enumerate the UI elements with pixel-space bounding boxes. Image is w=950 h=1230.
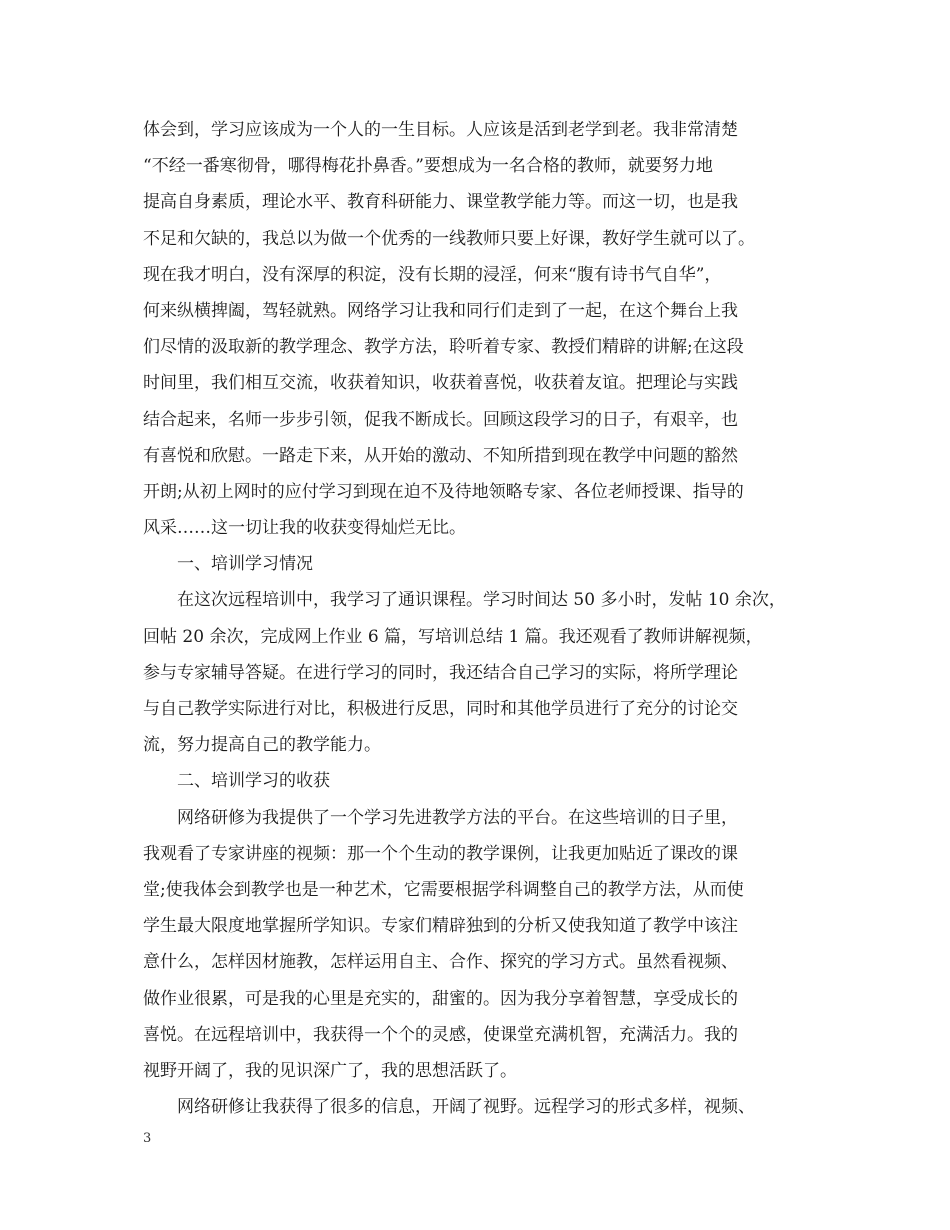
text-line: 体会到，学习应该成为一个人的一生目标。人应该是活到老学到老。我非常清楚 [143,120,738,140]
page-number: 3 [143,1131,152,1146]
text-line: 开朗;从初上网时的应付学习到现在迫不及待地领略专家、各位老师授课、指导的 [143,481,744,502]
text-line: 网络研修为我提供了一个学习先进教学方法的平台。在这些培训的日子里， [177,807,738,828]
text-line: 堂;使我体会到教学也是一种艺术，它需要根据学科调整自己的教学方法，从而使 [143,879,744,900]
text-line: 与自己教学实际进行对比，积极进行反思，同时和其他学员进行了充分的讨论交 [143,699,738,719]
text-line: 有喜悦和欣慰。一路走下来，从开始的激动、不知所措到现在教学中问题的豁然 [143,445,738,466]
text-line: 网络研修让我获得了很多的信息，开阔了视野。远程学习的形式多样，视频、 [177,1097,755,1118]
text-line: 参与专家辅导答疑。在进行学习的同时，我还结合自己学习的实际，将所学理论 [143,662,738,683]
text-line: 一、培训学习情况 [177,554,313,575]
text-line: 意什么，怎样因材施教，怎样运用自主、合作、探究的学习方式。虽然看视频、 [143,952,738,973]
text-line: “不经一番寒彻骨，哪得梅花扑鼻香。”要想成为一名合格的教师，就要努力地 [143,156,713,177]
text-line: 提高自身素质，理论水平、教育科研能力、课堂教学能力等。而这一切，也是我 [143,192,738,213]
text-line: 流，努力提高自己的教学能力。 [143,735,381,756]
text-line: 们尽情的汲取新的教学理念、教学方法，聆听着专家、教授们精辟的讲解;在这段 [143,337,744,358]
text-line: 二、培训学习的收获 [177,771,330,792]
text-line: 我观看了专家讲座的视频：那一个个生动的教学课例，让我更加贴近了课改的课 [143,843,738,864]
text-line: 风采……这一切让我的收获变得灿烂无比。 [143,518,466,539]
text-line: 时间里，我们相互交流，收获着知识，收获着喜悦，收获着友谊。把理论与实践 [143,373,738,394]
document-body [143,112,823,1125]
text-line: 做作业很累，可是我的心里是充实的，甜蜜的。因为我分享着智慧，享受成长的 [143,988,738,1009]
text-line: 不足和欠缺的，我总以为做一个优秀的一线教师只要上好课，教好学生就可以了。 [143,228,755,249]
text-line: 视野开阔了，我的见识深广了，我的思想活跃了。 [143,1060,517,1081]
text-line: 何来纵横捭阖，驾轻就熟。网络学习让我和同行们走到了一起，在这个舞台上我 [143,300,738,321]
text-line: 在这次远程培训中，我学习了通识课程。学习时间达 50 多小时，发帖 10 余次， [177,590,786,611]
text-line: 喜悦。在远程培训中，我获得一个个的灵感，使课堂充满机智，充满活力。我的 [143,1024,738,1045]
text-line: 回帖 20 余次，完成网上作业 6 篇，写培训总结 1 篇。我还观看了教师讲解视频， [143,626,763,647]
text-line: 学生最大限度地掌握所学知识。专家们精辟独到的分析又使我知道了教学中该注 [143,916,738,937]
text-line: 现在我才明白，没有深厚的积淀，没有长期的浸淫，何来“腹有诗书气自华”， [143,264,722,285]
text-line: 结合起来，名师一步步引领，促我不断成长。回顾这段学习的日子，有艰辛，也 [143,409,738,430]
